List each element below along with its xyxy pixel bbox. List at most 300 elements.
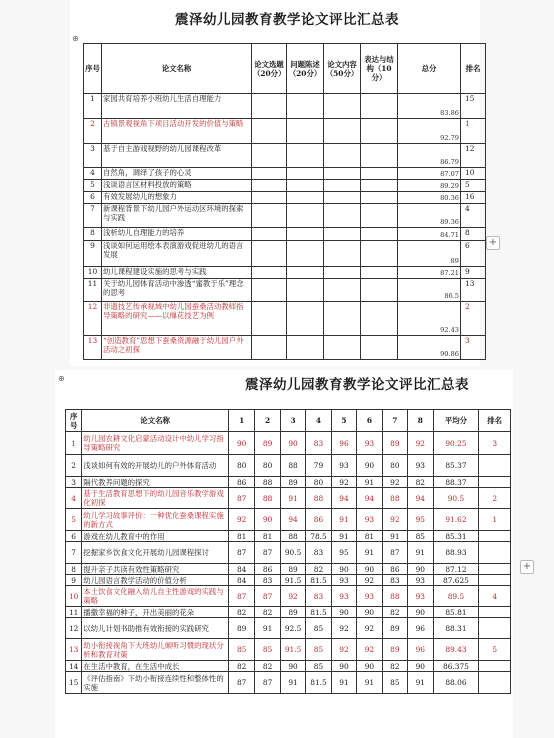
judge-score: 83: [306, 432, 331, 455]
total-score: 92.79: [398, 119, 461, 144]
column-header: 表达与结构（10分）: [361, 44, 398, 94]
row-number: 1: [66, 432, 82, 455]
judge-score: 95: [408, 509, 433, 531]
score-cell: [361, 228, 398, 241]
total-score: 90.86: [398, 336, 461, 360]
judge-score: 87: [228, 542, 254, 564]
judge-score: 80: [306, 477, 331, 488]
judge-score: 90: [228, 432, 254, 455]
judge-score: 90.5: [280, 542, 305, 564]
judge-score: 89: [280, 564, 305, 575]
score-cell: [287, 228, 324, 241]
judge-score: 91: [357, 477, 382, 488]
judge-score: 92: [228, 509, 254, 531]
judge-score: 82: [382, 607, 407, 618]
paper-title: 有效发展幼儿的想象力: [102, 192, 252, 204]
score-cell: [252, 94, 287, 119]
paper-title: “创造教育”思想下蚕桑资源融于幼儿园户外活动之初探: [102, 336, 252, 360]
judge-score: 91.5: [280, 575, 305, 586]
row-number: 8: [84, 228, 102, 241]
judge-score: 93: [357, 509, 382, 531]
judge-score: 94: [357, 488, 382, 509]
judge-score: 93: [357, 586, 382, 607]
rank: 3: [479, 432, 511, 455]
sheet-title: 震泽幼儿园教育教学论文评比汇总表: [175, 12, 399, 28]
rank: [479, 455, 511, 477]
judge-score: 90: [331, 661, 356, 672]
judge-score: 95: [331, 542, 356, 564]
table-row: [66, 455, 511, 477]
judge-score: 80: [228, 455, 254, 477]
judge-score: 80: [255, 455, 280, 477]
judge-score: 90: [331, 564, 356, 575]
judge-score: 92: [408, 432, 433, 455]
judge-score: 90: [408, 564, 433, 575]
paper-title: 以幼儿计划书助推有效衔接的实践研究: [82, 618, 229, 639]
judge-score: 96: [408, 639, 433, 661]
judge-score: 86: [306, 509, 331, 531]
judge-score: 88: [255, 488, 280, 509]
row-number: 2: [84, 119, 102, 144]
judge-score: 90: [408, 607, 433, 618]
score-cell: [324, 94, 361, 119]
judge-score: 89: [280, 607, 305, 618]
score-cell: [287, 241, 324, 267]
table-row: [84, 336, 486, 360]
row-number: 11: [84, 279, 102, 302]
rank: 5: [461, 180, 486, 192]
judge-score: 90: [255, 509, 280, 531]
judge-score: 93: [408, 455, 433, 477]
score-cell: [361, 279, 398, 302]
paper-title: 幼儿课程建设实施的思考与实践: [102, 267, 252, 279]
score-cell: [252, 168, 287, 180]
score-cell: [287, 192, 324, 204]
table-move-handle-icon[interactable]: ⊕: [58, 374, 65, 383]
average-score: 90.5: [433, 488, 479, 509]
table-row: [66, 618, 511, 639]
paper-title: 游戏在幼儿教育中的作用: [82, 531, 229, 542]
judge-score: 89: [382, 432, 407, 455]
row-number: 12: [84, 302, 102, 336]
judge-score: 93: [331, 455, 356, 477]
average-score: 85.31: [433, 531, 479, 542]
score-cell: [361, 302, 398, 336]
rank: 2: [479, 488, 511, 509]
column-header: 7: [382, 410, 407, 432]
judge-score: 87: [228, 488, 254, 509]
rank: [479, 607, 511, 618]
table-row: [66, 607, 511, 618]
judge-score: 85: [255, 639, 280, 661]
table-row: [66, 509, 511, 531]
judge-score: 84: [228, 564, 254, 575]
judge-score: 87: [382, 542, 407, 564]
average-score: 88.93: [433, 542, 479, 564]
judge-score: 90: [357, 455, 382, 477]
score-sheet-page-2: [55, 370, 513, 738]
judge-score: 82: [228, 661, 254, 672]
table-row: [66, 432, 511, 455]
judge-score: 81.5: [306, 607, 331, 618]
score-cell: [361, 144, 398, 168]
table-row: [66, 639, 511, 661]
score-cell: [287, 94, 324, 119]
paper-title: 浅谈如何运用绘本表演游戏促进幼儿的语言发展: [102, 241, 252, 267]
column-header: 序号: [66, 410, 82, 432]
rank: 5: [479, 639, 511, 661]
judge-score: 89: [280, 477, 305, 488]
average-score: 87.625: [433, 575, 479, 586]
total-score: 89.29: [398, 180, 461, 192]
judge-score: 81.5: [306, 575, 331, 586]
average-score: 85.81: [433, 607, 479, 618]
judge-score: 83: [306, 586, 331, 607]
summary-table-2: [65, 409, 511, 694]
row-number: 12: [66, 618, 82, 639]
paper-title: 幼小衔接视角下大班幼儿倾听习惯的现状分析和教育对策: [82, 639, 229, 661]
sheet-title: 震泽幼儿园教育教学论文评比汇总表: [245, 377, 469, 393]
judge-score: 91: [331, 509, 356, 531]
judge-score: 78.5: [306, 531, 331, 542]
score-cell: [252, 279, 287, 302]
judge-score: 83: [382, 575, 407, 586]
paper-title: 隔代教养问题的探究: [82, 477, 229, 488]
score-cell: [324, 336, 361, 360]
score-cell: [324, 302, 361, 336]
judge-score: 88: [382, 488, 407, 509]
judge-score: 86: [228, 477, 254, 488]
score-cell: [287, 144, 324, 168]
average-score: 91.62: [433, 509, 479, 531]
judge-score: 91: [255, 618, 280, 639]
score-cell: [252, 192, 287, 204]
score-cell: [287, 302, 324, 336]
rank: [479, 661, 511, 672]
judge-score: 82: [228, 607, 254, 618]
judge-score: 83: [306, 542, 331, 564]
judge-score: 85: [306, 618, 331, 639]
judge-score: 90: [357, 607, 382, 618]
score-cell: [252, 228, 287, 241]
judge-score: 86: [255, 564, 280, 575]
judge-score: 90: [408, 661, 433, 672]
row-number: 13: [84, 336, 102, 360]
judge-score: 94: [331, 488, 356, 509]
average-score: 89.5: [433, 586, 479, 607]
judge-score: 86: [382, 564, 407, 575]
column-header: 8: [408, 410, 433, 432]
total-score: 87.07: [398, 168, 461, 180]
paper-title: 播撒幸福的种子，开出美丽的花朵: [82, 607, 229, 618]
rank: 3: [461, 336, 486, 360]
score-cell: [361, 267, 398, 279]
total-score: 84.71: [398, 228, 461, 241]
judge-score: 89: [228, 618, 254, 639]
total-score: 83.86: [398, 94, 461, 119]
score-cell: [252, 180, 287, 192]
paper-title: 提升亲子共读有效性策略研究: [82, 564, 229, 575]
add-column-icon[interactable]: +: [486, 236, 500, 250]
column-header: 论文选题（20分）: [252, 44, 287, 94]
row-number: 2: [66, 455, 82, 477]
judge-score: 87: [228, 586, 254, 607]
column-header: 4: [306, 410, 331, 432]
table-row: [66, 575, 511, 586]
average-score: 87.12: [433, 564, 479, 575]
score-cell: [252, 119, 287, 144]
score-cell: [287, 267, 324, 279]
judge-score: 92: [331, 639, 356, 661]
average-score: 88.06: [433, 672, 479, 694]
judge-score: 88: [255, 477, 280, 488]
judge-score: 79: [306, 455, 331, 477]
column-header: 排名: [461, 44, 486, 94]
judge-score: 90: [280, 661, 305, 672]
score-cell: [324, 204, 361, 228]
judge-score: 93: [331, 575, 356, 586]
score-cell: [252, 302, 287, 336]
paper-title: 非遗技艺传承视域中幼儿园蚕桑活动教师指导策略的研究——以缫花技艺为例: [102, 302, 252, 336]
average-score: 89.43: [433, 639, 479, 661]
row-number: 9: [66, 575, 82, 586]
row-number: 11: [66, 607, 82, 618]
judge-score: 81: [255, 531, 280, 542]
row-number: 6: [84, 192, 102, 204]
judge-score: 81: [357, 531, 382, 542]
judge-score: 91: [357, 542, 382, 564]
table-row: [84, 94, 486, 119]
score-cell: [361, 180, 398, 192]
paper-title: 在生活中教育，在生活中成长: [82, 661, 229, 672]
average-score: 88.31: [433, 618, 479, 639]
judge-score: 93: [408, 575, 433, 586]
judge-score: 91: [280, 672, 305, 694]
total-score: 87.21: [398, 267, 461, 279]
judge-score: 85: [382, 672, 407, 694]
judge-score: 91: [408, 672, 433, 694]
rank: 8: [461, 228, 486, 241]
paper-title: 浅谈如何有效的开展幼儿的户外体育活动: [82, 455, 229, 477]
paper-title: 幼儿园语言教学活动的价值分析: [82, 575, 229, 586]
paper-title: 新课程背景下幼儿园户外运动区环境的探索与实践: [102, 204, 252, 228]
judge-score: 85: [306, 661, 331, 672]
score-cell: [287, 180, 324, 192]
total-score: 92.43: [398, 302, 461, 336]
judge-score: 81.5: [306, 672, 331, 694]
row-number: 8: [66, 564, 82, 575]
judge-score: 88: [306, 488, 331, 509]
rank: [479, 531, 511, 542]
table-row: [84, 180, 486, 192]
judge-score: 87: [228, 672, 254, 694]
judge-score: 92: [331, 477, 356, 488]
rank: [479, 672, 511, 694]
row-number: 13: [66, 639, 82, 661]
row-number: 10: [84, 267, 102, 279]
judge-score: 85: [228, 639, 254, 661]
rank: 6: [461, 241, 486, 267]
rank: [479, 542, 511, 564]
judge-score: 94: [408, 488, 433, 509]
column-header: 平均分: [433, 410, 479, 432]
average-score: 86.375: [433, 661, 479, 672]
judge-score: 87: [255, 542, 280, 564]
row-number: 5: [66, 509, 82, 531]
judge-score: 90: [357, 661, 382, 672]
table-row: [84, 241, 486, 267]
judge-score: 92: [331, 618, 356, 639]
judge-score: 85: [408, 531, 433, 542]
judge-score: 90: [331, 607, 356, 618]
judge-score: 92: [357, 639, 382, 661]
judge-score: 82: [306, 564, 331, 575]
row-number: 3: [84, 144, 102, 168]
rank: 9: [461, 267, 486, 279]
judge-score: 91: [408, 542, 433, 564]
total-score: 89.36: [398, 204, 461, 228]
judge-score: 85: [306, 639, 331, 661]
row-number: 6: [66, 531, 82, 542]
paper-title: 关于幼儿园体育活动中渗透“蜜教于乐”理念的思考: [102, 279, 252, 302]
column-header: 排名: [479, 410, 511, 432]
column-header: 2: [255, 410, 280, 432]
judge-score: 87: [255, 586, 280, 607]
score-cell: [361, 336, 398, 360]
judge-score: 91: [280, 488, 305, 509]
judge-score: 90: [357, 564, 382, 575]
score-cell: [361, 192, 398, 204]
judge-score: 88: [280, 455, 305, 477]
score-cell: [252, 241, 287, 267]
judge-score: 82: [255, 607, 280, 618]
row-number: 3: [66, 477, 82, 488]
judge-score: 91: [331, 531, 356, 542]
paper-title: 基于生活教育思想下的幼儿园音乐教学游戏化初探: [82, 488, 229, 509]
total-score: 89: [398, 241, 461, 267]
row-number: 7: [66, 542, 82, 564]
table-row: [66, 672, 511, 694]
row-number: 5: [84, 180, 102, 192]
score-cell: [287, 119, 324, 144]
paper-title: 自然角，调绎了孩子的心灵: [102, 168, 252, 180]
judge-score: 91.5: [280, 639, 305, 661]
table-row: [66, 661, 511, 672]
row-number: 14: [66, 661, 82, 672]
score-cell: [287, 204, 324, 228]
score-cell: [324, 144, 361, 168]
average-score: 90.25: [433, 432, 479, 455]
judge-score: 92: [280, 586, 305, 607]
judge-score: 92.5: [280, 618, 305, 639]
judge-score: 92: [357, 618, 382, 639]
table-row: [84, 267, 486, 279]
paper-title: 幼儿园农耕文化启蒙活动设计中幼儿学习指导策略研究: [82, 432, 229, 455]
row-number: 10: [66, 586, 82, 607]
judge-score: 82: [382, 661, 407, 672]
table-row: [84, 144, 486, 168]
table-row: [66, 531, 511, 542]
column-header: 论文名称: [82, 410, 229, 432]
table-move-handle-icon[interactable]: ⊕: [72, 34, 79, 43]
row-number: 1: [84, 94, 102, 119]
table-row: [84, 168, 486, 180]
judge-score: 94: [280, 509, 305, 531]
row-number: 9: [84, 241, 102, 267]
score-cell: [361, 241, 398, 267]
rank: 4: [479, 586, 511, 607]
score-cell: [287, 279, 324, 302]
judge-score: 83: [255, 575, 280, 586]
table-row: [66, 488, 511, 509]
paper-title: 古镇景观视角下项目活动开发的价值与策略: [102, 119, 252, 144]
judge-score: 96: [408, 618, 433, 639]
score-cell: [324, 119, 361, 144]
score-cell: [287, 336, 324, 360]
add-column-icon[interactable]: +: [520, 560, 534, 574]
score-cell: [252, 144, 287, 168]
table-row: [66, 564, 511, 575]
paper-title: 本土饮食文化融入幼儿自主性游戏的实践与策略: [82, 586, 229, 607]
rank: 2: [461, 302, 486, 336]
score-cell: [361, 119, 398, 144]
score-cell: [324, 228, 361, 241]
judge-score: 92: [382, 509, 407, 531]
table-row: [66, 477, 511, 488]
score-cell: [361, 204, 398, 228]
average-score: 88.37: [433, 477, 479, 488]
score-cell: [324, 241, 361, 267]
score-cell: [324, 279, 361, 302]
score-cell: [324, 168, 361, 180]
row-number: 4: [84, 168, 102, 180]
judge-score: 92: [357, 575, 382, 586]
judge-score: 92: [382, 477, 407, 488]
judge-score: 80: [382, 455, 407, 477]
score-cell: [361, 94, 398, 119]
score-cell: [324, 192, 361, 204]
column-header: 序号: [84, 44, 102, 94]
rank: [479, 618, 511, 639]
score-cell: [252, 336, 287, 360]
judge-score: 88: [382, 586, 407, 607]
judge-score: 88: [280, 531, 305, 542]
column-header: 论文名称: [102, 44, 252, 94]
rank: 1: [479, 509, 511, 531]
rank: 16: [461, 192, 486, 204]
judge-score: 89: [382, 639, 407, 661]
table-row: [84, 279, 486, 302]
score-sheet-page-1: [70, 0, 480, 366]
total-score: 80.36: [398, 192, 461, 204]
table-row: [84, 192, 486, 204]
rank: [479, 477, 511, 488]
judge-score: 82: [408, 477, 433, 488]
rank: 12: [461, 144, 486, 168]
row-number: 15: [66, 672, 82, 694]
column-header: 总分: [398, 44, 461, 94]
rank: 1: [461, 119, 486, 144]
row-number: 7: [84, 204, 102, 228]
paper-title: 浅谈语言区材料投放的策略: [102, 180, 252, 192]
column-header: 6: [357, 410, 382, 432]
judge-score: 81: [228, 531, 254, 542]
judge-score: 87: [255, 672, 280, 694]
rank: 15: [461, 94, 486, 119]
score-cell: [252, 267, 287, 279]
score-cell: [361, 168, 398, 180]
paper-title: 幼儿学习故事评价：一种优化蚕桑课程实施的新方式: [82, 509, 229, 531]
